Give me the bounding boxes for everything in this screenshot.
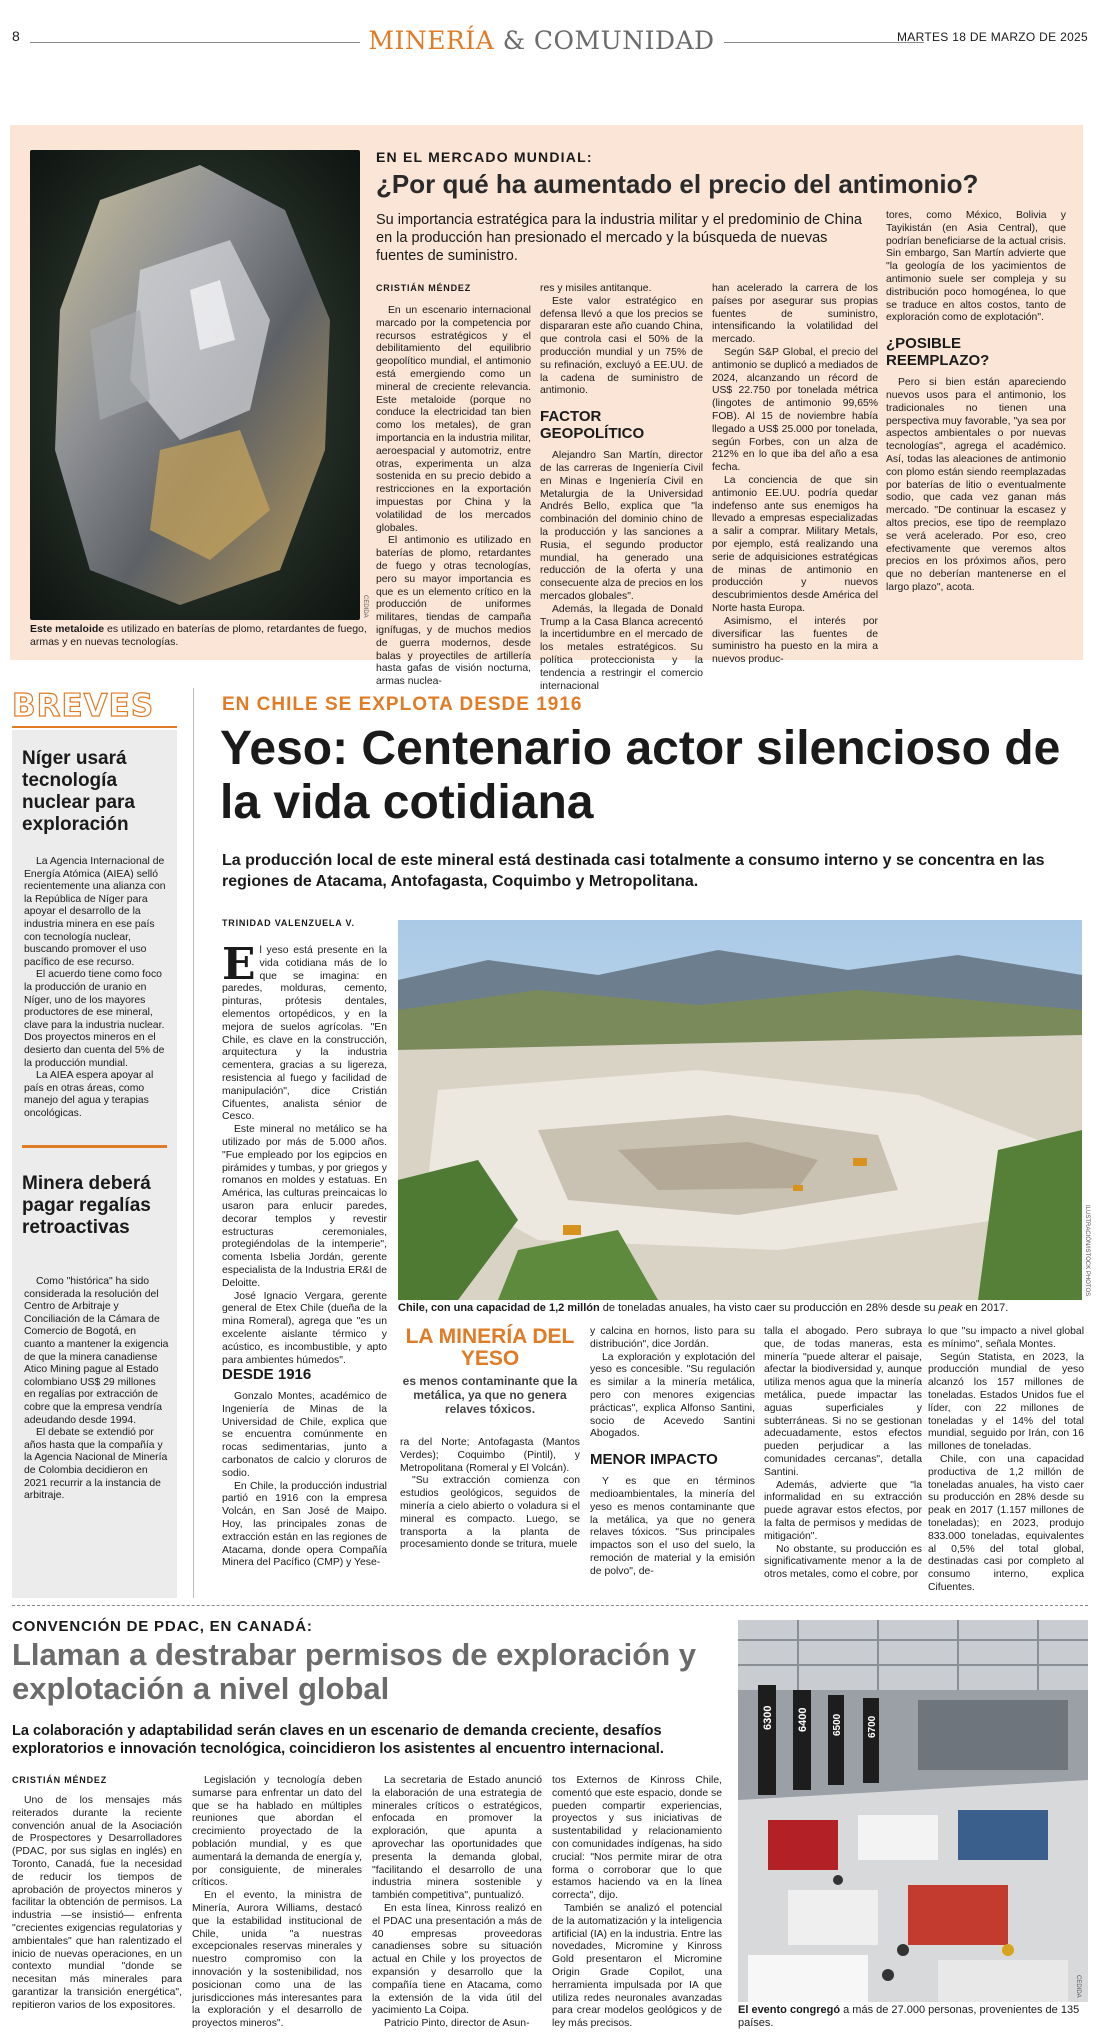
photo-caption	[738, 2004, 1088, 2030]
paragraph: En esta línea, Kinross realizó en el PDAC una presentación a más de 40 empresas proveedoras canadienses sobre su situación actual en Chile y los proyectos de expansión y desarrollo que la compañía tiene en Atacama, como la extensión de la vida útil del yacimiento La Coipa.	[372, 1902, 542, 2017]
header-rule-right	[724, 42, 924, 43]
paragraph: ra del Norte; Antofagasta (Mantos Verdes); Coquimbo (Pintil), y Metropolitana (Romeral y El Volcán).	[400, 1437, 580, 1474]
body-column-3	[372, 1775, 542, 2031]
article-deck: Su importancia estratégica para la industria militar y el predominio de China en la producción han presionado el mercado y la búsqueda de nuevas fuentes de suministro.	[376, 212, 862, 264]
body-column-4	[886, 210, 1066, 595]
paragraph: tores, como México, Bolivia y Tayikistán (en Asia Central), que podrían beneficiarse de la actual crisis. Sin embargo, San Martín advierte que "la geología de los yacimientos de antimonio suele ser compleja y su distribución poco homogénea, lo que se traduce en altos costos, tanto de exploración como de explotación".	[886, 210, 1066, 324]
paragraph: En Chile, la producción industrial partió en 1916 con la empresa Volcán, en San José de Maipo. Hoy, las principales zonas de extracción están en las regiones de Atacama, donde opera Compañía Minera del Pacífico (CMP) y Yese-	[222, 1480, 387, 1569]
article-kicker: EN CHILE SE EXPLOTA DESDE 1916	[222, 694, 583, 715]
body-column-4	[552, 1775, 722, 2031]
caption-text: a más de 27.000 personas, provenientes de 135 países.	[738, 2004, 1080, 2029]
brief-title: Níger usará tecnología nuclear para exploración	[22, 748, 135, 835]
paragraph: lo que "su impacto a nivel global es mínimo", señala Montes.	[928, 1326, 1084, 1350]
gypsum-quarry-photo	[398, 920, 1082, 1300]
drop-cap: E	[222, 939, 256, 990]
antimony-mineral-photo	[30, 150, 360, 620]
pull-quote-text: es menos contaminante que la metálica, ya que no genera relaves tóxicos.	[402, 1374, 578, 1416]
body-column-1	[222, 939, 387, 1367]
page-number: 8	[12, 28, 20, 44]
body-column-2	[540, 283, 703, 693]
paragraph: Este mineral no metálico se ha utilizado por más de 5.000 años. "Fue empleado por los egipcios en pirámides y tumbas, y por griegos y romanos en moldes y estatuas. En América, las culturas preincaicas lo usaron para enlucir paredes, decorar templos y revestir estructuras ceremoniales, protegiéndolas de la intemperie", comenta Isbelia Jordán, gerente especialista de la Industria ER&I de Deloitte.	[222, 1124, 387, 1289]
caption-bold: Este metaloide	[30, 623, 105, 635]
paragraph: Chile, con una capacidad productiva de 1,2 millón de toneladas anuales, ha visto caer su producción en 28% desde su peak en 2017 (1.157 millones de toneladas); en 2023, produjo 833.000 toneladas, equivalentes al 0,5% del total global, destinadas casi por completo al consumo interno, explica Cifuentes.	[928, 1453, 1084, 1593]
caption-text-end: en 2017.	[962, 1302, 1009, 1314]
breves-divider	[22, 1145, 167, 1148]
paragraph: En un escenario internacional marcado por la competencia por recursos estratégicos y el debilitamiento del equilibrio geopolítico mundial, el antimonio está emergiendo como un mineral de creciente relevancia. Este metaloide (porque no conduce la electricidad tan bien como los metales), de gran importancia en la industria militar, aeroespacial y automotriz, entre otras, experimenta un alza sostenida en su precio debido a restricciones en la exportación impuestas por China y la volatilidad de los mercados globales.	[376, 305, 531, 534]
photo-caption	[398, 1302, 1082, 1315]
subheading: DESDE 1916	[222, 1366, 312, 1383]
article-title: ¿Por qué ha aumentado el precio del antimonio?	[376, 169, 979, 199]
photo-credit: CEDIDA	[1075, 1975, 1081, 1998]
antimony-article	[10, 125, 1083, 692]
caption-text: es utilizado en baterías de plomo, retardantes de fuego, armas y en nuevas tecnologías.	[30, 623, 367, 648]
breves-heading-text: BREVES	[12, 688, 155, 724]
article-title: Llaman a destrabar permisos de exploración y explotación a nivel global	[12, 1637, 696, 1706]
paragraph: Alejandro San Martín, director de las carreras de Ingeniería Civil en Minas e Ingeniería Civil en Metalurgia de la Universidad Andrés Bello, explica que "la combinación del dominio chino de la producción y las sanciones a Rusia, el segundo productor mundial, ha generado una reducción de la oferta y una consecuente alza de precios en los mercados globales".	[540, 450, 703, 602]
breves-sidebar	[12, 688, 177, 1598]
section-divider	[12, 1605, 1088, 1606]
header-rule-left	[30, 42, 360, 43]
paragraph: y calcina en hornos, listo para su distribución", dice Jordán.	[590, 1326, 755, 1350]
article-kicker: EN EL MERCADO MUNDIAL:	[376, 149, 593, 165]
subheading: MENOR IMPACTO	[590, 1451, 718, 1469]
byline: CRISTIÁN MÉNDEZ	[376, 283, 471, 293]
paragraph: José Ignacio Vergara, gerente general de Etex Chile (dueña de la mina Romeral), agrega que "es un excelente aislante térmico y acústico, es incombustible, y apto para ambientes húmedos".	[222, 1290, 387, 1366]
section-title-accent: MINERÍA	[368, 26, 495, 55]
body-column-1	[12, 1795, 182, 2013]
photo-caption	[30, 623, 370, 649]
paragraph: l yeso está presente en la vida cotidiana más de lo que se imagina: en paredes, molduras, cemento, pinturas, prótesis dentales, elementos ortopédicos, y en la mejora de suelos agrícolas. "En Chile, es clave en la construcción, arquitectura y la industria cementera, gracias a su ligereza, resistencia al fuego y facilidad de manipulación", dice Cristián Cifuentes, analista sénior de Cesco.	[222, 945, 387, 1123]
paragraph: han acelerado la carrera de los países por asegurar sus propias fuentes de suministro, intensificando la volatilidad del mercado.	[712, 283, 878, 346]
paragraph: Uno de los mensajes más reiterados durante la reciente convención anual de la Asociación de Prospectores y Desarrolladores (PDAC, por sus siglas en inglés) en Toronto, Canadá, fue la necesidad de reducir los tiempos de aprobación de proyectos mineros y facilitar la obtención de permisos. La industria —se insistió— enfrenta "crecientes exigencias regulatorias y ambientales" que han ralentizado el inicio de nuevas operaciones, en un contexto mundial "donde se necesitan más minerales para garantizar la transición energética", repitieron varios de los expositores.	[12, 1795, 182, 2011]
caption-bold: El evento congregó	[738, 2004, 841, 2016]
article-deck: La producción local de este mineral está destinada casi totalmente a consumo interno y se concentra en las regiones de Atacama, Antofagasta, Coquimbo y Metropolitana.	[222, 852, 1045, 890]
body-column-4	[590, 1326, 755, 1579]
paragraph: Este valor estratégico en defensa llevó a que los precios se dispararan este año cuando China, que controla casi el 50% de la producción mundial y un 75% de su refinación, excluyó a EE.UU. de la cadena de suministro de antimonio.	[540, 295, 703, 397]
issue-date: MARTES 18 DE MARZO DE 2025	[897, 30, 1088, 44]
photo-credit: CEDIDA	[362, 595, 368, 618]
paragraph: Pero si bien están apareciendo nuevos usos para el antimonio, los tradicionales no tienen una perspectiva muy favorable, "ya sea por aspectos ambientales o por nuevas tecnologías", agrega el académico. Así, todas las aleaciones de antimonio con plomo están siendo reemplazadas por baterías de litio o eventualmente sodio, que cada vez ganan más mercado. "De continuar la escasez y altos precios, ese tipo de reemplazo se verá acelerado. Por eso, creo efectivamente que veremos altos precios en los próximos años, pero que no deberían mantenerse en el largo plazo", acota.	[886, 377, 1066, 593]
paragraph: Legislación y tecnología deben sumarse para enfrentar un dato del que se ha hablado en múltiples reuniones que abordan el crecimiento proyectado de la población mundial, y es que aumentará la demanda de energía y, por consiguiente, de minerales críticos.	[192, 1775, 362, 1889]
breves-heading	[12, 688, 177, 730]
subheading: ¿POSIBLE REEMPLAZO?	[886, 335, 990, 370]
convention-hall-photo	[738, 1620, 1088, 2002]
booth-sign: 6500	[832, 1713, 843, 1736]
paragraph: Y es que en términos medioambientales, la minería del yeso es menos contaminante que la metálica, ya que no genera relaves tóxicos. "Sus principales impactos son el uso del suelo, la remoción de material y la emisión de polvo", de-	[590, 1476, 755, 1577]
byline: TRINIDAD VALENZUELA V.	[222, 918, 355, 928]
article-title: Yeso: Centenario actor silencioso de la vida cotidiana	[220, 722, 1061, 829]
body-column-3	[400, 1437, 580, 1552]
paragraph: La conciencia de que sin antimonio EE.UU. podría quedar indefenso ante sus enemigos ha llevado a empresas especializadas a salir a comprar. Military Metals, por ejemplo, está realizando una serie de adquisiciones estratégicas de minas de antimonio en producción y nuevos descubrimientos desde América del Norte hasta Europa.	[712, 474, 878, 614]
caption-text: de toneladas anuales, ha visto caer su producción en 28% desde su	[599, 1302, 939, 1314]
paragraph: La secretaria de Estado anunció la elaboración de una estrategia de minerales críticos o estratégicos, enfocada en promover la exploración, que apunta a aprovechar las oportunidades que presenta la demanda global, "facilitando el desarrollo de una industria minera sostenible y también competitiva", puntualizó.	[372, 1775, 542, 1902]
paragraph: No obstante, su producción es significativamente menor a la de otros metales, como el cobre, por	[764, 1543, 922, 1581]
booth-sign: 6400	[797, 1707, 809, 1732]
paragraph: La AIEA espera apoyar al país en otras áreas, como manejo del agua y terapias oncológicas.	[24, 1070, 154, 1119]
section-title	[364, 26, 719, 55]
article-deck: La colaboración y adaptabilidad serán claves en un escenario de demanda creciente, desafíos exploratorios e innovación tecnológica, coincidieron los asistentes al encuentro internacional.	[12, 1723, 664, 1757]
paragraph: Según S&P Global, el precio del antimonio se duplicó a mediados de 2024, alcanzando un récord de US$ 22.750 por tonelada métrica (lingotes de antimonio 99,65% FOB). Al 15 de noviembre había llegado a US$ 25.000 por tonelada, según Forbes, con un alza de 212% en lo que iba del año a esa fecha.	[712, 346, 878, 474]
paragraph: Asimismo, el interés por diversificar las fuentes de suministro ha puesto en la mira a nuevos produc-	[712, 615, 878, 666]
body-column-2	[192, 1775, 362, 2031]
paragraph: Además, la llegada de Donald Trump a la Casa Blanca acrecentó la incertidumbre en el mercado de los metales estratégicos. Su política proteccionista y la tendencia a restringir el comercio internacional	[540, 603, 703, 692]
paragraph: En el evento, la ministra de Minería, Aurora Williams, destacó que la estabilidad institucional de Chile, unida "a nuestras excepcionales reservas minerales y nuestro compromiso con la innovación y la sostenibilidad, nos posicionan como una de las jurisdicciones más interesantes para la exploración y el desarrollo de proyectos mineros".	[192, 1890, 362, 2030]
paragraph: El debate se extendió por años hasta que la compañía y la Agencia Nacional de Minería de Colombia decidieron en 2021 recurrir a la instancia de arbitraje.	[24, 1427, 168, 1502]
photo-credit: ILUSTRACIÓN/ISTOCK PHOTOS	[1084, 1205, 1090, 1297]
paragraph: Según Statista, en 2023, la producción mundial de yeso alcanzó los 157 millones de toneladas. Estados Unidos fue el líder, con 22 millones de toneladas y el 14% del total mundial, seguido por Irán, con 16 millones de toneladas.	[928, 1351, 1084, 1453]
caption-bold: Chile, con una capacidad de 1,2 millón	[398, 1302, 600, 1314]
subheading: FACTOR GEOPOLÍTICO	[540, 408, 645, 443]
paragraph: talla el abogado. Pero subraya que, de todas maneras, esta minería "puede alterar el paisaje, afectar la biodiversidad y, aunque utiliza menos agua que la minería metálica, puede impactar las aguas superficiales y subterráneas. Si no se gestionan adecuadamente, estos efectos pueden perjudicar a las comunidades cercanas", detalla Santini.	[764, 1326, 922, 1478]
brief-body	[24, 1276, 169, 1503]
article-kicker: CONVENCIÓN DE PDAC, EN CANADÁ:	[12, 1618, 313, 1635]
booth-sign: 6700	[867, 1715, 878, 1738]
brief-title: Minera deberá pagar regalías retroactivas	[22, 1173, 151, 1238]
paragraph: res y misiles antitanque.	[540, 283, 652, 294]
brief-body	[24, 856, 169, 1120]
caption-italic: peak	[938, 1302, 963, 1314]
body-column-6	[928, 1326, 1084, 1595]
column-divider	[193, 688, 194, 1598]
paragraph: Patricio Pinto, director de Asun-	[384, 2018, 530, 2030]
body-column-2	[222, 1356, 387, 1570]
byline: CRISTIÁN MÉNDEZ	[12, 1775, 107, 1785]
paragraph: El acuerdo tiene como foco la producción de uranio en Níger, uno de los mayores productores de ese mineral, clave para la industria nuclear. Dos proyectos mineros en el desierto dan cuenta del 5% de la producción mundial.	[24, 969, 165, 1069]
section-title-rest: & COMUNIDAD	[494, 26, 715, 55]
body-column-3	[712, 283, 878, 667]
paragraph: Además, advierte que "la informalidad en su extracción puede agravar estos efectos, por la falta de permisos y medidas de mitigación".	[764, 1479, 922, 1542]
body-column-5	[764, 1326, 922, 1582]
paragraph: tos Externos de Kinross Chile, comentó que este espacio, donde se pueden compartir experiencias, proyectos y sus iniciativas de sustentabilidad y relacionamiento con comunidades indígenas, ha sido crucial: "Nos permite mirar de otra forma o corroborar que lo que estamos haciendo va en la línea correcta", dijo.	[552, 1775, 722, 1902]
page-header	[12, 22, 1088, 58]
pull-quote-heading: LA MINERÍA DEL YESO	[405, 1325, 575, 1370]
paragraph: El antimonio es utilizado en baterías de plomo, retardantes de fuego y otras tecnologías, pero su mayor importancia es que es un elemento crítico en la producción de uniformes militares, tiendas de campaña ignífugas, y de muchos medios de guerra modernos, desde balas y proyectiles de artillería hasta gafas de visión nocturna, armas nuclea-	[376, 535, 531, 688]
booth-sign: 6300	[762, 1705, 774, 1730]
paragraph: La Agencia Internacional de Energía Atómica (AIEA) selló recientemente una alianza con la República de Níger para apoyar el desarrollo de la industria minera en ese país con tecnología nuclear, buscando promover el uso pacífico de ese recurso.	[24, 856, 166, 968]
breves-heading-rule	[12, 726, 177, 728]
paragraph: "Su extracción comienza con estudios geológicos, seguidos de minería a cielo abierto o voladura si el mineral es compacto. Luego, se transporta a la planta de procesamiento donde se tritura, muele	[400, 1475, 580, 1551]
paragraph: Como "histórica" ha sido considerada la resolución del Centro de Arbitraje y Conciliación de la Cámara de Comercio de Bogotá, en cuanto a mantener la exigencia de que la minera canadiense Atico Mining pague al Estado colombiano US$ 29 millones en regalías por extracción de cobre que la empresa vendría adeudando desde 1994.	[24, 1276, 169, 1426]
paragraph: La exploración y explotación del yeso es concesible. "Su regulación es similar a la minería metálica, pero con menores exigencias prácticas", explica Alfonso Santini, socio de Acevedo Santini Abogados.	[590, 1351, 755, 1440]
body-column-1	[376, 305, 531, 689]
paragraph: También se analizó el potencial de la automatización y la inteligencia artificial (IA) en la industria. Entre las novedades, Micromine y Kinross Gold presentaron el Micromine Origin Grade Copilot, una herramienta impulsada por IA que utiliza redes neuronales avanzadas para crear modelos geológicos y de ley más precisos.	[552, 1902, 722, 2030]
paragraph: Gonzalo Montes, académico de Ingeniería de Minas de la Universidad de Chile, explica que se encuentra comúnmente en rocas sedimentarias, junto a carbonatos de calcio y cloruros de sodio.	[222, 1391, 387, 1479]
